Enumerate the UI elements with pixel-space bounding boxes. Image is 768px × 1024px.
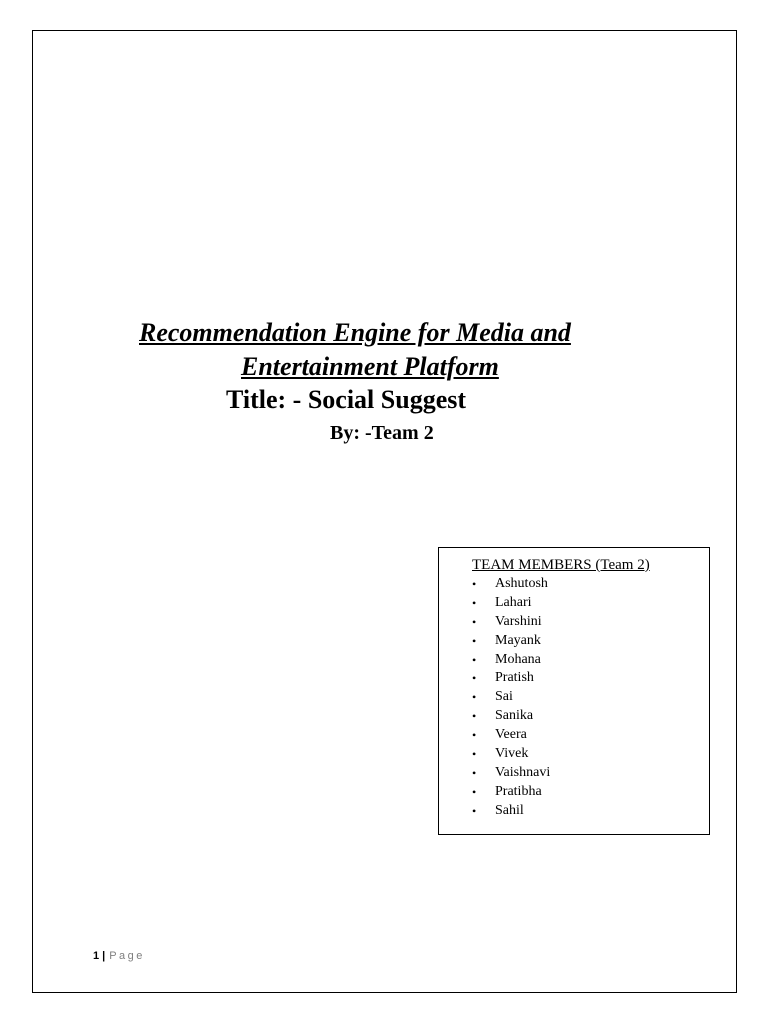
member-name: Pratibha [495,783,542,799]
page-label: Page [109,950,145,962]
team-members-heading: TEAM MEMBERS (Team 2) [472,557,650,573]
heading-line-2: Entertainment Platform [241,352,499,381]
document-title: Title: - Social Suggest [226,385,467,414]
member-name: Ashutosh [495,576,548,591]
member-name: Vaishnavi [495,764,551,780]
bullet-icon: • [472,652,477,667]
bullet-icon: • [472,765,477,780]
bullet-icon: • [472,803,477,818]
bullet-icon: • [472,577,477,591]
heading-line-1: Recommendation Engine for Media and [139,318,571,347]
bullet-icon: • [472,671,477,686]
member-name: Varshini [495,613,542,629]
member-name: Mohana [495,651,541,667]
bullet-icon: • [472,633,477,648]
footer-separator: | [102,950,106,962]
page-footer [93,948,145,964]
member-name: Lahari [495,594,532,610]
member-name: Sanika [495,708,534,724]
bullet-icon: • [472,747,477,762]
bullet-icon: • [472,709,477,724]
bullet-icon: • [472,728,477,743]
member-name: Sahil [495,802,524,818]
page-number: 1 [93,950,100,962]
bullet-icon: • [472,595,477,610]
member-name: Vivek [495,746,529,762]
member-name: Mayank [495,632,541,648]
team-members-box [438,547,710,835]
by-line: By: -Team 2 [330,422,434,444]
bullet-icon: • [472,614,477,629]
member-name: Sai [495,689,513,705]
bullet-icon: • [472,690,477,705]
member-name: Pratish [495,670,534,686]
member-name: Veera [495,727,527,743]
page-border [32,30,737,993]
bullet-icon: • [472,784,477,799]
